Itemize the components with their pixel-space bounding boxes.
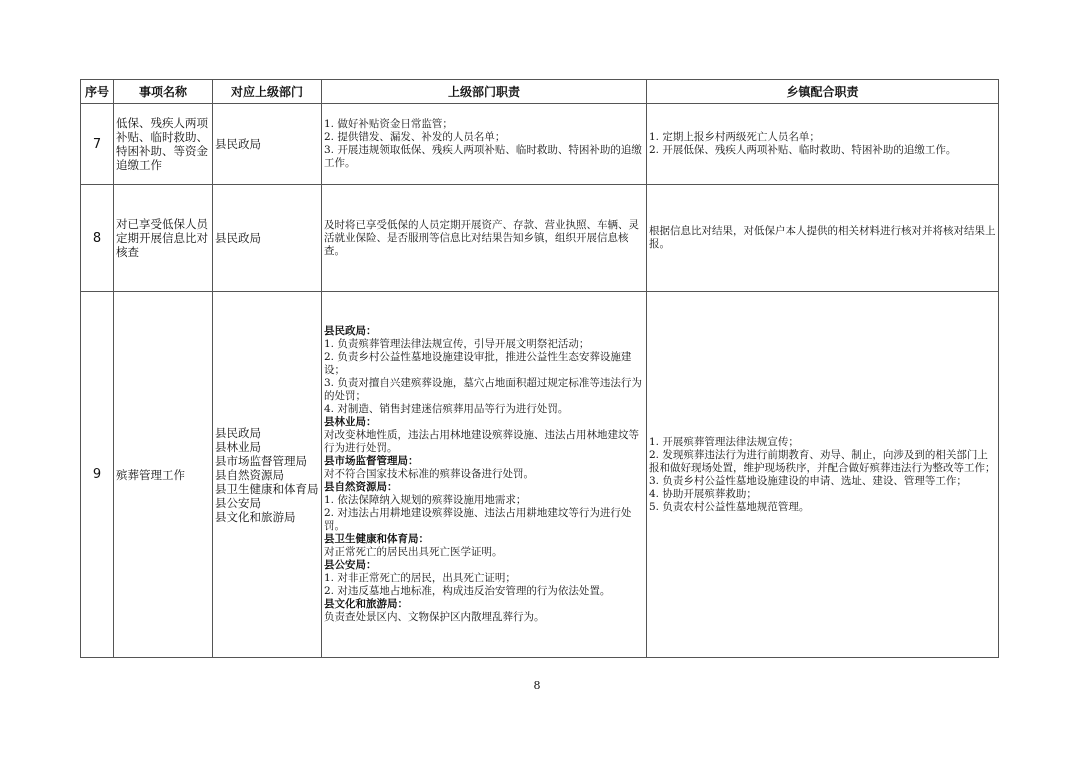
- upper-duty-line: 对改变林地性质，违法占用林地建设殡葬设施、违法占用林地建坟等行为进行处罚。: [324, 429, 639, 454]
- dept-name: 县民政局: [213, 185, 322, 292]
- header-no: 序号: [81, 80, 114, 104]
- upper-duty-line: 2. 负责乡村公益性墓地设施建设审批，推进公益性生态安葬设施建设；: [324, 351, 632, 376]
- section-heading: 县卫生健康和体育局：: [324, 533, 429, 545]
- dept-name: 县民政局: [213, 104, 322, 185]
- upper-duty-line: 3. 开展违规领取低保、残疾人两项补贴、临时救助、特困补助的追缴工作。: [324, 144, 642, 169]
- header-item: 事项名称: [114, 80, 213, 104]
- section-heading: 县文化和旅游局：: [324, 598, 408, 610]
- town-duty-line: 2. 发现殡葬违法行为进行前期教育、劝导、制止，向涉及到的相关部门上报和做好现场处置，维护现场秩序，并配合做好殡葬违法行为整改等工作；: [649, 448, 996, 474]
- dept-list: [213, 292, 322, 658]
- item-name: 低保、残疾人两项补贴、临时救助、特困补助、等资金追缴工作: [114, 104, 213, 185]
- town-duty-line: 1. 开展殡葬管理法律法规宣传；: [649, 435, 799, 448]
- table-header-row: [81, 80, 999, 104]
- row-number: 9: [81, 292, 114, 658]
- responsibility-table: [80, 79, 999, 658]
- town-duty: [647, 292, 999, 658]
- upper-duty-line: 1. 负责殡葬管理法律法规宣传，引导开展文明祭祀活动；: [324, 338, 590, 350]
- section-heading: 县林业局：: [324, 416, 377, 428]
- page-number: 8: [533, 679, 541, 692]
- upper-duty-line: 2. 对违反墓地占地标准，构成违反治安管理的行为依法处置。: [324, 585, 611, 597]
- town-duty-line: 1. 定期上报乡村两级死亡人员名单；: [649, 131, 820, 143]
- section-heading: 县市场监督管理局：: [324, 455, 419, 467]
- header-dept: 对应上级部门: [213, 80, 322, 104]
- upper-duty-line: 1. 依法保障纳入规划的殡葬设施用地需求；: [324, 494, 527, 506]
- header-town-duty: 乡镇配合职责: [647, 80, 999, 104]
- upper-duty-line: 对不符合国家技术标准的殡葬设备进行处罚。: [324, 468, 534, 480]
- upper-duty-line: 2. 提供错发、漏发、补发的人员名单；: [324, 131, 506, 143]
- section-heading: 县自然资源局：: [324, 481, 398, 493]
- town-duty: [647, 185, 999, 292]
- dept-name: 县卫生健康和体育局: [215, 481, 319, 496]
- town-duty-line: 3. 负责乡村公益性墓地设施建设的申请、选址、建设、管理等工作；: [649, 474, 967, 487]
- dept-name: 县自然资源局: [215, 467, 284, 482]
- section-heading: 县民政局：: [324, 325, 377, 337]
- item-name: 殡葬管理工作: [114, 292, 213, 658]
- dept-name: 县公安局: [215, 495, 261, 510]
- upper-duty-line: 负责查处景区内、文物保护区内散埋乱葬行为。: [324, 611, 545, 623]
- header-upper-duty: 上级部门职责: [322, 80, 647, 104]
- table-row: [81, 292, 999, 658]
- town-duty-line: 2. 开展低保、残疾人两项补贴、临时救助、特困补助的追缴工作。: [649, 144, 957, 156]
- table-row: [81, 104, 999, 185]
- upper-duty-line: 及时将已享受低保的人员定期开展资产、存款、营业执照、车辆、灵活就业保险、是否服刑等信息比对结果告知乡镇，组织开展信息核查。: [324, 218, 639, 257]
- town-duty-line: 4. 协助开展殡葬救助；: [649, 487, 757, 500]
- town-duty: [647, 104, 999, 185]
- upper-duty-line: 1. 对非正常死亡的居民，出具死亡证明；: [324, 572, 516, 584]
- row-number: 7: [81, 104, 114, 185]
- item-name: 对已享受低保人员定期开展信息比对核查: [114, 185, 213, 292]
- upper-duty: [322, 104, 647, 185]
- upper-duty-line: 4. 对制造、销售封建迷信殡葬用品等行为进行处罚。: [324, 403, 569, 415]
- dept-name: 县市场监督管理局: [215, 453, 307, 468]
- upper-duty-line: 3. 负责对擅自兴建殡葬设施，墓穴占地面积超过规定标准等违法行为的处罚；: [324, 377, 642, 402]
- town-duty-line: 5. 负责农村公益性墓地规范管理。: [649, 500, 810, 513]
- table-row: [81, 185, 999, 292]
- dept-name: 县文化和旅游局: [215, 509, 296, 524]
- town-duty-line: 根据信息比对结果，对低保户本人提供的相关材料进行核对并将核对结果上报。: [649, 225, 996, 250]
- section-heading: 县公安局：: [324, 559, 377, 571]
- upper-duty: [322, 292, 647, 658]
- row-number: 8: [81, 185, 114, 292]
- upper-duty-line: 1. 做好补贴资金日常监管；: [324, 118, 453, 130]
- upper-duty-line: 对正常死亡的居民出具死亡医学证明。: [324, 546, 503, 558]
- upper-duty: [322, 185, 647, 292]
- dept-name: 县林业局: [215, 439, 261, 454]
- upper-duty-line: 2. 对违法占用耕地建设殡葬设施、违法占用耕地建坟等行为进行处罚。: [324, 507, 632, 532]
- dept-name: 县民政局: [215, 425, 261, 440]
